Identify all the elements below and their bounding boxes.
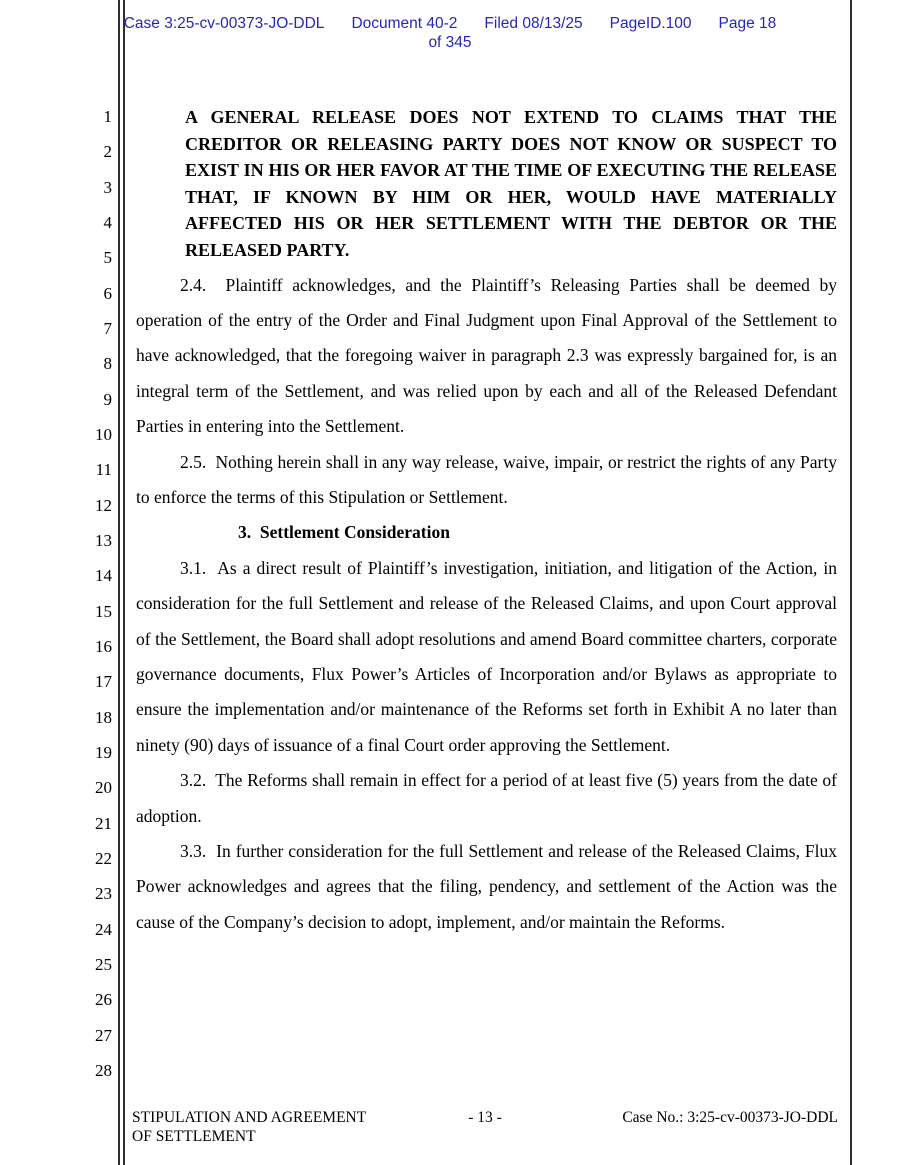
footer-title-line2: OF SETTLEMENT (132, 1128, 256, 1145)
line-number: 6 (103, 283, 112, 303)
ecf-stamp-segment: Case 3:25-cv-00373-JO-DDL (123, 15, 325, 32)
ecf-stamp-line1 (0, 15, 900, 34)
pleading-right-rule (850, 0, 852, 1165)
release-waiver-quote: A GENERAL RELEASE DOES NOT EXTEND TO CLAIMS THAT THE CREDITOR OR RELEASING PARTY DOES NOT KNOW OR SUSPECT TO EXIST IN HIS OR HER FAVOR AT THE TIME OF EXECUTING THE RELEASE THAT, IF KNOWN BY HIM OR HER, WOULD HAVE MATERIALLY AFFECTED HIS OR HER SETTLEMENT WITH THE DEBTOR OR THE RELEASED PARTY. (185, 107, 837, 260)
line-number: 12 (95, 495, 112, 515)
ecf-stamp-segment: PageID.100 (609, 15, 692, 32)
paragraph-2-4: 2.4. Plaintiff acknowledges, and the Plaintiff’s Releasing Parties shall be deemed by operation of the entry of the Order and Final Judgment upon Final Approval of the Settlement to have acknowledged, that the foregoing waiver in paragraph 2.3 was expressly bargained for, is an integral term of the Settlement, and was relied upon by each and all of the Released Defendant Parties in entering into the Settlement. (136, 274, 837, 437)
pleading-left-rule-outer (118, 0, 120, 1165)
footer-title-line1: STIPULATION AND AGREEMENT (132, 1109, 367, 1126)
line-number: 16 (95, 636, 112, 656)
paragraph-3-1: 3.1. As a direct result of Plaintiff’s investigation, initiation, and litigation of the Action, in consideration for the full Settlement and release of the Released Claims, and upon Court approval of the Settlement, the Board shall adopt resolutions and amend Board committee charters, corporate governance documents, Flux Power’s Articles of Incorporation and/or Bylaws as appropriate to ensure the implementation and/or maintenance of the Reforms set forth in Exhibit A no later than ninety (90) days of issuance of a final Court order approving the Settlement. (136, 557, 837, 755)
line-number-rail (0, 99, 112, 1088)
ecf-stamp-line2: of 345 (428, 33, 472, 51)
line-number: 24 (95, 919, 112, 939)
line-number: 4 (103, 212, 112, 232)
line-number: 13 (95, 530, 112, 550)
line-number: 3 (103, 177, 112, 197)
paragraph-2-5: 2.5. Nothing herein shall in any way release, waive, impair, or restrict the rights of any Party to enforce the terms of this Stipulation or Settlement. (136, 451, 837, 507)
paragraph-3-3: 3.3. In further consideration for the full Settlement and release of the Released Claims, Flux Power acknowledges and agrees that the filing, pendency, and settlement of the Action was the cause of the Company’s decision to adopt, implement, and/or maintain the Reforms. (136, 841, 837, 932)
line-number: 23 (95, 884, 112, 904)
ecf-stamp-segment: Page 18 (718, 15, 777, 32)
line-number: 7 (103, 318, 112, 338)
line-number: 15 (95, 601, 112, 621)
line-number: 2 (103, 142, 112, 162)
line-number: 10 (95, 424, 112, 444)
line-number: 22 (95, 848, 112, 868)
pleading-left-rule-inner (123, 0, 125, 1165)
footer-page-number: - 13 - (468, 1109, 502, 1126)
line-number: 11 (95, 460, 112, 480)
line-number: 14 (95, 566, 112, 586)
line-number: 9 (103, 389, 112, 409)
line-number: 18 (95, 707, 112, 727)
section-3-heading: 3. Settlement Consideration (238, 522, 450, 543)
footer-document-title (132, 1108, 468, 1146)
line-number: 17 (95, 672, 112, 692)
line-number: 20 (95, 778, 112, 798)
line-number: 19 (95, 742, 112, 762)
line-number: 25 (95, 954, 112, 974)
line-number: 1 (103, 107, 112, 126)
ecf-stamp-header (0, 15, 900, 52)
line-number: 5 (103, 248, 112, 268)
paragraph-3-2: 3.2. The Reforms shall remain in effect for a period of at least five (5) years from the date of adoption. (136, 770, 837, 826)
line-number: 28 (95, 1060, 112, 1080)
footer-case-number: Case No.: 3:25-cv-00373-JO-DDL (622, 1109, 839, 1126)
document-body (136, 104, 837, 940)
line-number: 21 (95, 813, 112, 833)
ecf-stamp-segment: Filed 08/13/25 (484, 15, 583, 32)
line-number: 27 (95, 1025, 112, 1045)
ecf-stamp-segment: Document 40-2 (351, 15, 458, 32)
line-number: 8 (103, 354, 112, 374)
line-number: 26 (95, 990, 112, 1010)
page-footer (132, 1108, 838, 1146)
